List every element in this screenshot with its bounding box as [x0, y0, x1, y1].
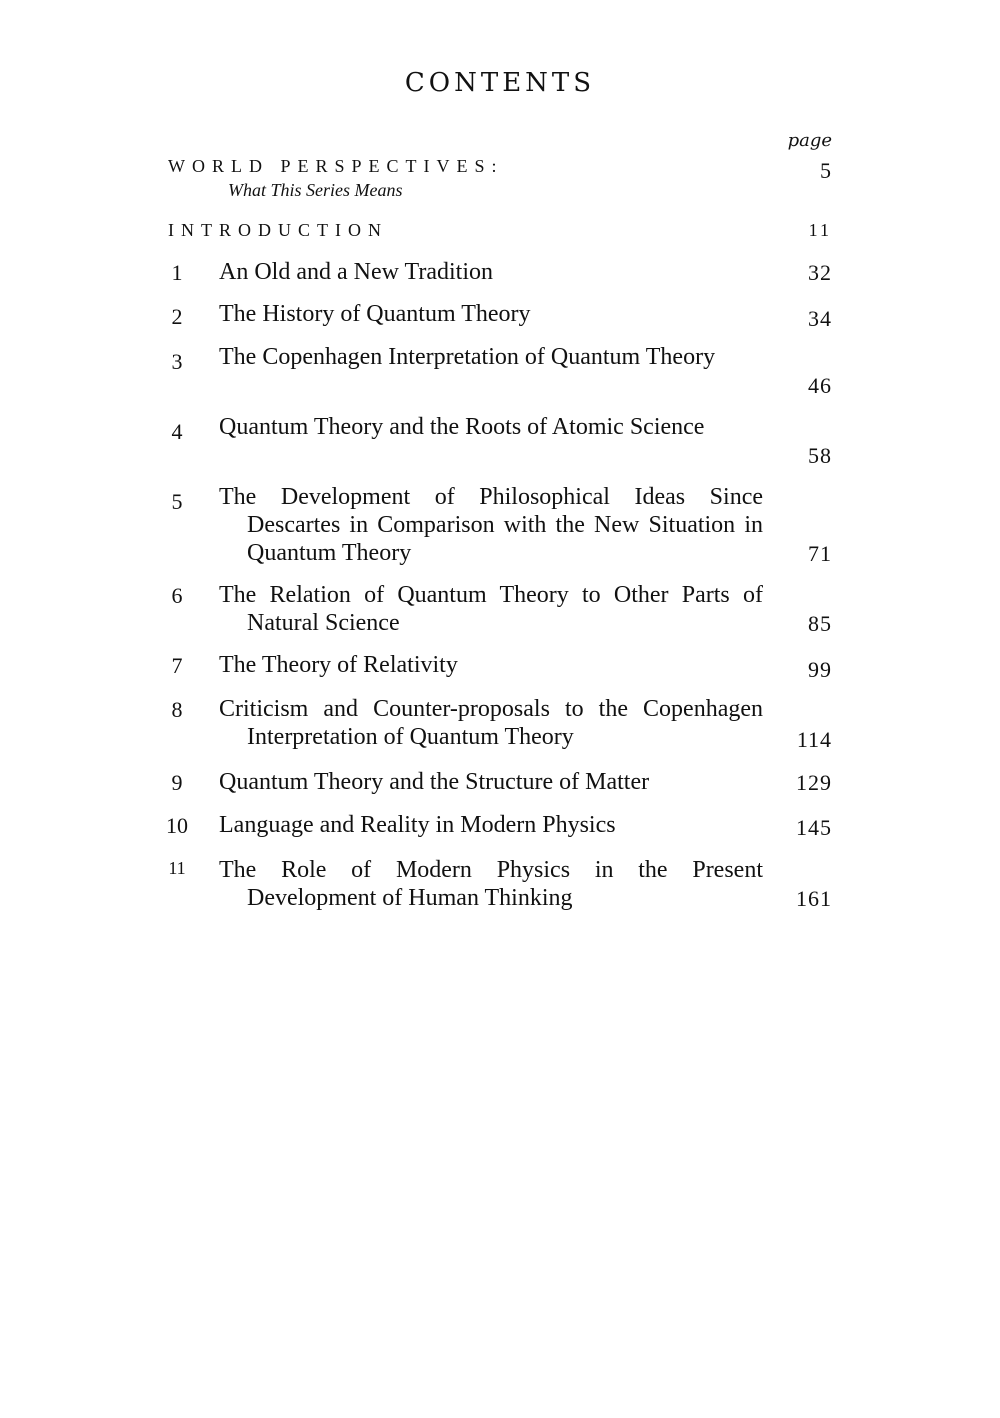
chapter-title: Quantum Theory and the Structure of Matter [219, 769, 650, 795]
chapter-number: 11 [168, 858, 186, 878]
chapter-title: An Old and a New Tradition [219, 259, 493, 285]
chapter-number: 9 [171, 770, 183, 795]
chapter-number: 3 [171, 349, 183, 374]
chapter-title: The History of Quantum Theory [219, 301, 531, 327]
chapter-page: 71 [808, 541, 832, 566]
chapter-page: 99 [808, 657, 832, 682]
page-column-label: page [787, 130, 832, 151]
chapter-page: 129 [796, 770, 832, 795]
chapter-title: The Copenhagen Interpretation of Quantum Theory [219, 344, 716, 370]
chapter-title: The Development of Philosophical Ideas Since Descartes in Comparison with the New Situation in Quantum Theory [219, 484, 763, 566]
chapter-number: 7 [171, 653, 183, 678]
chapter-title: Criticism and Counter-proposals to the Copenhagen Interpretation of Quantum Theory [219, 696, 763, 750]
chapter-title: The Role of Modern Physics in the Present Development of Human Thinking [219, 857, 763, 911]
chapter-page: 85 [808, 611, 832, 636]
page-title: CONTENTS [404, 68, 596, 98]
chapter-page: 161 [796, 886, 832, 911]
chapter-number: 1 [171, 260, 183, 285]
toc-entry-title: INTRODUCTION [168, 220, 388, 240]
chapter-number: 10 [166, 813, 188, 838]
chapter-page: 145 [796, 815, 832, 840]
toc-entry-page: 11 [808, 220, 832, 240]
chapter-number: 5 [171, 489, 183, 514]
chapter-title: Language and Reality in Modern Physics [219, 812, 616, 838]
chapter-page: 34 [808, 306, 832, 331]
chapter-title: The Relation of Quantum Theory to Other Parts of Natural Science [219, 582, 763, 636]
toc-entry-page: 5 [820, 158, 832, 183]
chapter-number: 6 [171, 583, 183, 608]
chapter-number: 4 [171, 419, 183, 444]
chapter-page: 58 [808, 443, 832, 468]
chapter-page: 114 [796, 727, 832, 752]
chapter-page: 32 [808, 260, 832, 285]
chapter-title: The Theory of Relativity [219, 652, 458, 678]
chapter-number: 8 [171, 697, 183, 722]
chapter-title: Quantum Theory and the Roots of Atomic Science [219, 414, 705, 440]
toc-entry-subtitle: What This Series Means [228, 180, 403, 200]
toc-entry-title: WORLD PERSPECTIVES: [168, 156, 504, 176]
chapter-number: 2 [171, 304, 183, 329]
chapter-page: 46 [808, 373, 832, 398]
toc-entry-introduction[interactable] [168, 220, 832, 241]
toc-entry-world-perspectives[interactable] [168, 156, 832, 201]
